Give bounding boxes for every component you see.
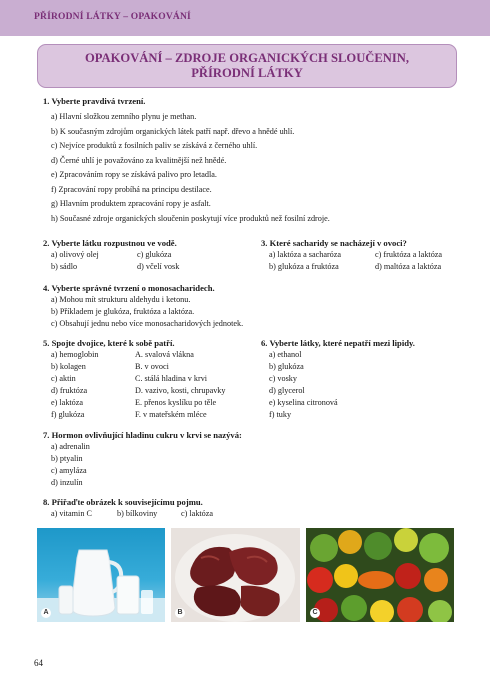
question-4-option: c) Obsahují jednu nebo více monosacharidových jednotek. (51, 319, 244, 328)
question-8-option: b) bílkoviny (117, 509, 158, 518)
question-1-heading: 1. Vyberte pravdivá tvrzení. (43, 96, 146, 106)
question-1-option: f) Zpracování ropy probíhá na principu destilace. (51, 184, 212, 194)
question-5-left-item: d) fruktóza (51, 386, 88, 395)
photo-milk (37, 528, 165, 622)
question-5-left-item: b) kolagen (51, 362, 86, 371)
question-5 (43, 337, 263, 421)
question-7-option: a) adrenalin (51, 442, 90, 451)
question-2-option: b) sádlo (51, 262, 78, 271)
fruit-vegetables-illustration (306, 528, 454, 622)
question-3-option: d) maltóza a laktóza (375, 262, 442, 271)
question-8-option: a) vitamin C (51, 509, 92, 518)
worksheet-title-line1: OPAKOVÁNÍ – ZDROJE ORGANICKÝCH SLOUČENIN, (84, 51, 410, 65)
question-5-left-item: f) glukóza (51, 410, 85, 419)
photo-label-a: A (41, 608, 51, 618)
question-6-option: c) vosky (269, 374, 297, 383)
question-1 (43, 95, 463, 226)
photo-label-c: C (310, 608, 320, 618)
question-2 (43, 237, 253, 273)
question-1-option: c) Nejvíce produktů z fosilních paliv se získává z černého uhlí. (51, 141, 258, 150)
section-header-text: PŘÍRODNÍ LÁTKY – OPAKOVÁNÍ (34, 12, 191, 22)
question-6-option: d) glycerol (269, 386, 305, 395)
question-4-option: b) Příkladem je glukóza, fruktóza a laktóza. (51, 307, 195, 316)
question-3-option: c) fruktóza a laktóza (375, 250, 443, 259)
question-2-option: d) včelí vosk (137, 262, 180, 271)
worksheet-title-box (37, 44, 457, 88)
question-5-left-item: e) laktóza (51, 398, 84, 407)
question-7-option: b) ptyalin (51, 454, 83, 463)
question-5-right-item: A. svalová vlákna (135, 350, 194, 359)
worksheet-title-line2: PŘÍRODNÍ LÁTKY (191, 66, 303, 80)
question-3-option: a) laktóza a sacharóza (269, 250, 342, 259)
meat-illustration (171, 528, 300, 622)
question-1-option: a) Hlavní složkou zemního plynu je methan. (51, 112, 197, 121)
question-1-option: e) Zpracováním ropy se získává palivo pro letadla. (51, 170, 217, 179)
question-8 (43, 496, 343, 520)
question-7-heading: 7. Hormon ovlivňující hladinu cukru v krvi se nazývá: (43, 430, 242, 440)
question-7-option: d) inzulín (51, 478, 83, 487)
question-3 (261, 237, 471, 273)
question-6-option: b) glukóza (269, 362, 304, 371)
question-1-option: h) Současné zdroje organických sloučenin poskytují více produktů než fosilní zdroje. (51, 213, 330, 223)
question-4-heading: 4. Vyberte správné tvrzení o monosacharidech. (43, 283, 215, 293)
question-5-right-item: C. stálá hladina v krvi (135, 374, 208, 383)
question-6-option: f) tuky (269, 410, 292, 419)
photo-fruit-vegetables (306, 528, 454, 622)
question-3-option: b) glukóza a fruktóza (269, 262, 339, 271)
question-7 (43, 429, 343, 489)
question-5-right-item: D. vazivo, kosti, chrupavky (135, 386, 226, 395)
question-8-heading: 8. Přiřaďte obrázek k souvisejícímu pojmu. (43, 497, 203, 507)
photo-liver (171, 528, 300, 622)
question-5-right-item: F. v mateřském mléce (135, 410, 207, 419)
question-4 (43, 282, 343, 330)
question-3-heading: 3. Které sacharidy se nacházejí v ovoci? (261, 238, 407, 248)
question-5-left-item: a) hemoglobin (51, 350, 99, 359)
milk-jug-illustration (37, 528, 165, 622)
question-5-heading: 5. Spojte dvojice, které k sobě patří. (43, 338, 175, 348)
question-1-option: b) K současným zdrojům organických látek patří např. dřevo a hnědé uhlí. (51, 126, 295, 136)
question-2-heading: 2. Vyberte látku rozpustnou ve vodě. (43, 238, 177, 248)
question-6 (261, 337, 471, 421)
page-number: 64 (34, 658, 43, 668)
question-6-option: a) ethanol (269, 350, 302, 359)
question-5-left-item: c) aktin (51, 374, 76, 383)
question-2-option: a) olivový olej (51, 250, 99, 259)
question-1-option: g) Hlavním produktem zpracování ropy je asfalt. (51, 199, 211, 208)
question-2-option: c) glukóza (137, 250, 172, 259)
photo-label-b: B (175, 608, 185, 618)
question-6-heading: 6. Vyberte látky, které nepatří mezi lipidy. (261, 338, 415, 348)
section-header-bar (0, 0, 490, 36)
question-7-option: c) amyláza (51, 466, 87, 475)
question-6-option: e) kyselina citronová (269, 398, 338, 407)
question-4-option: a) Mohou mít strukturu aldehydu i ketonu. (51, 295, 191, 304)
question-8-option: c) laktóza (181, 509, 214, 518)
question-5-right-item: B. v ovoci (135, 362, 169, 371)
question-1-option: d) Černé uhlí je považováno za kvalitnější než hnědé. (51, 155, 227, 165)
question-5-right-item: E. přenos kyslíku po těle (135, 398, 217, 407)
